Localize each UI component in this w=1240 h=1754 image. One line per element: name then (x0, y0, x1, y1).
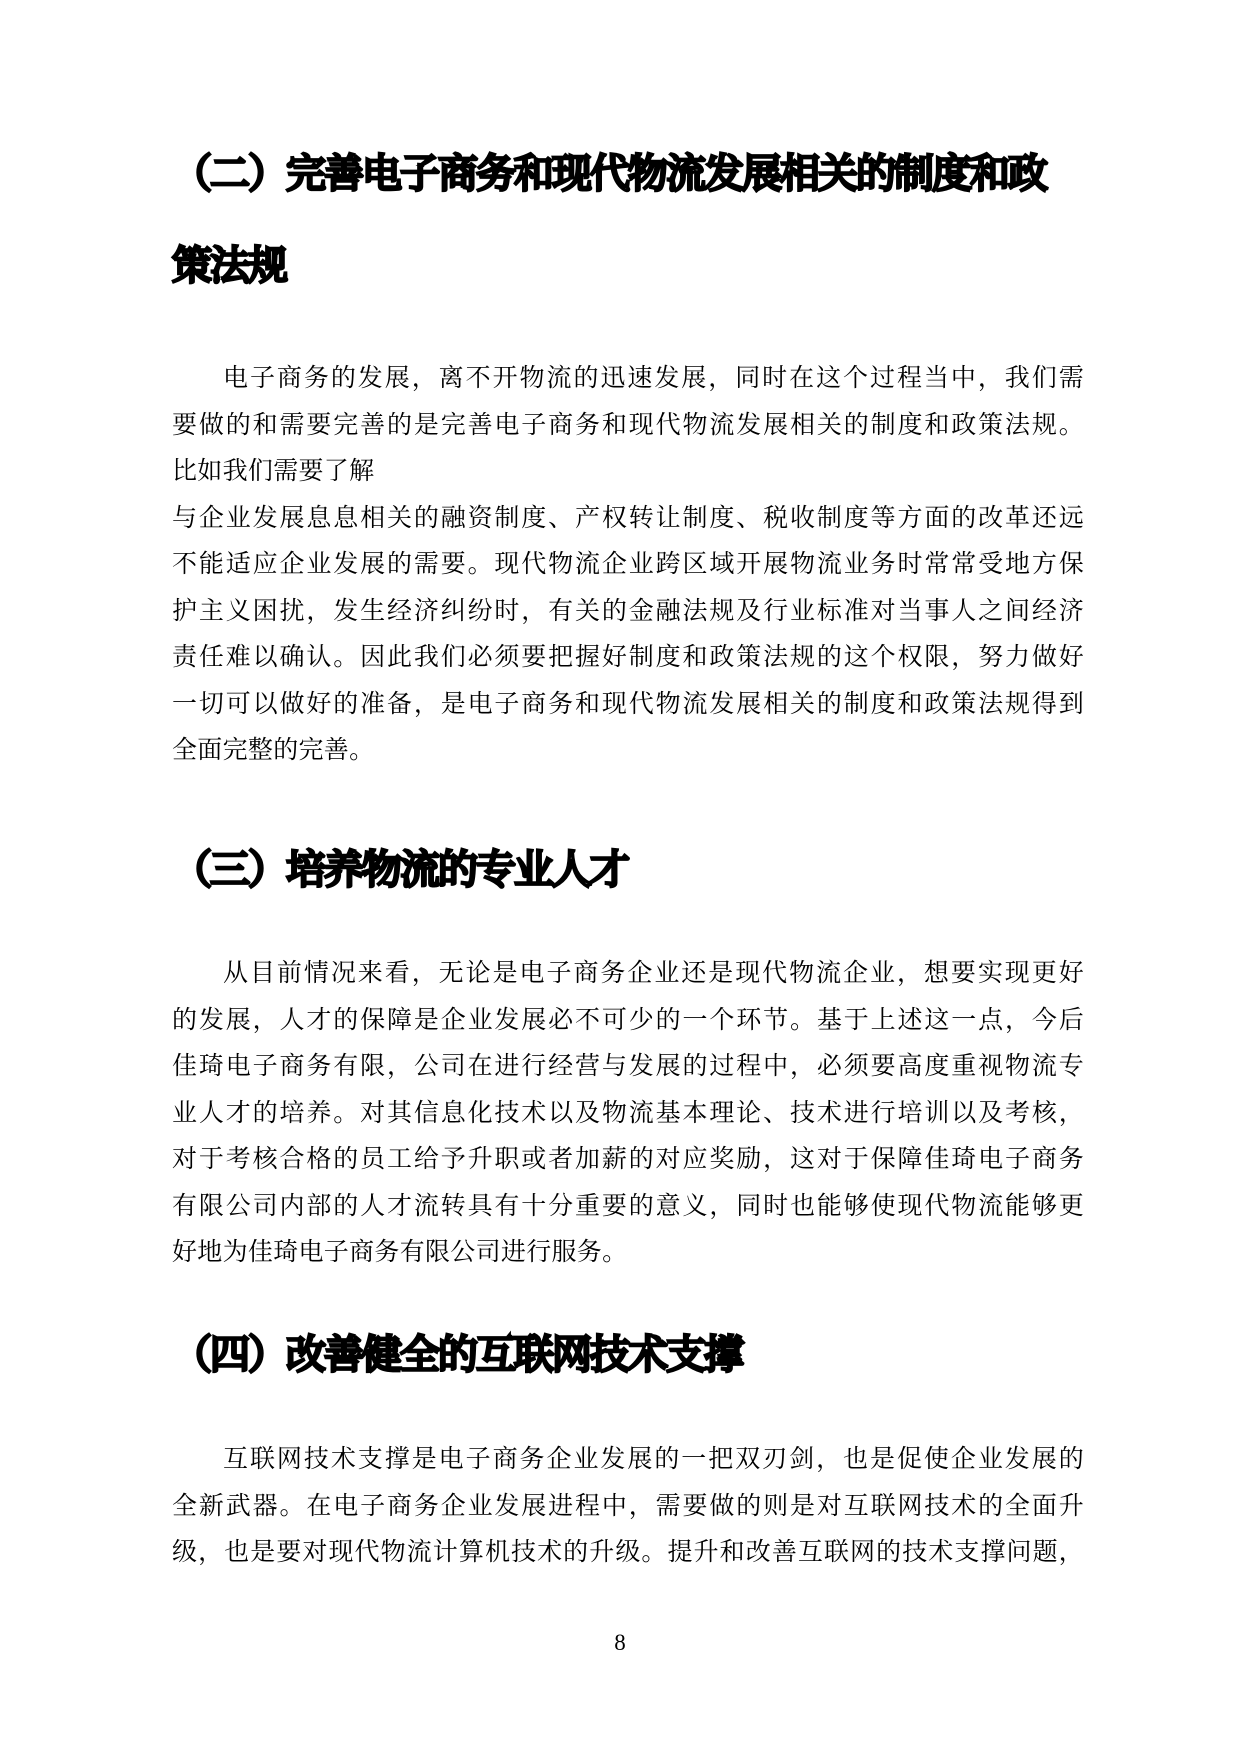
paragraph-line: 有限公司内部的人才流转具有十分重要的意义，同时也能够使现代物流能够更 (172, 1192, 1084, 1220)
paragraph-line: 要做的和需要完善的是完善电子商务和现代物流发展相关的制度和政策法规。 (172, 411, 1084, 439)
page-number: 8 (614, 1630, 626, 1655)
paragraph-line: 一切可以做好的准备，是电子商务和现代物流发展相关的制度和政策法规得到 (172, 690, 1084, 718)
paragraph-line: 的发展，人才的保障是企业发展必不可少的一个环节。基于上述这一点，今后 (172, 1006, 1084, 1034)
paragraph-line: 护主义困扰，发生经济纠纷时，有关的金融法规及行业标准对当事人之间经济 (172, 597, 1084, 625)
heading-section-2 (172, 128, 1084, 312)
paragraph-line: 比如我们需要了解 (172, 458, 375, 485)
paragraph-line: 全面完整的完善。 (172, 737, 375, 764)
heading-section-3-line-1: （三）培养物流的专业人才 (172, 848, 628, 892)
paragraph-line: 对于考核合格的员工给予升职或者加薪的对应奖励，这对于保障佳琦电子商务 (172, 1146, 1084, 1173)
paragraph-line: 互联网技术支撑是电子商务企业发展的一把双刃剑，也是促使企业发展的 (223, 1446, 1084, 1473)
paragraph-line: 不能适应企业发展的需要。现代物流企业跨区域开展物流业务时常常受地方保 (172, 551, 1084, 578)
paragraph-line: 级，也是要对现代物流计算机技术的升级。提升和改善互联网的技术支撑问题， (172, 1539, 1084, 1566)
paragraph-line: 业人才的培养。对其信息化技术以及物流基本理论、技术进行培训以及考核， (172, 1099, 1084, 1127)
paragraph-section-3 (172, 951, 1084, 1277)
paragraph-line: 全新武器。在电子商务企业发展进程中，需要做的则是对互联网技术的全面升 (172, 1492, 1084, 1520)
heading-section-4-line-1: （四）改善健全的互联网技术支撑 (172, 1333, 742, 1377)
heading-section-4 (172, 1325, 1084, 1385)
heading-section-2-line-1: （二）完善电子商务和现代物流发展相关的制度和政 (172, 152, 1046, 196)
paragraph-line: 从目前情况来看，无论是电子商务企业还是现代物流企业，想要实现更好 (223, 960, 1084, 987)
heading-section-2-line-2: 策法规 (172, 244, 286, 288)
paragraph-line: 与企业发展息息相关的融资制度、产权转让制度、税收制度等方面的改革还远 (172, 504, 1084, 532)
paragraph-line: 电子商务的发展，离不开物流的迅速发展，同时在这个过程当中，我们需 (223, 365, 1084, 392)
paragraph-line: 佳琦电子商务有限，公司在进行经营与发展的过程中，必须要高度重视物流专 (172, 1053, 1084, 1080)
paragraph-section-2 (172, 356, 1084, 775)
heading-section-3 (172, 840, 1084, 900)
paragraph-line: 好地为佳琦电子商务有限公司进行服务。 (172, 1239, 628, 1266)
paragraph-section-4 (172, 1437, 1084, 1577)
paragraph-line: 责任难以确认。因此我们必须要把握好制度和政策法规的这个权限，努力做好 (172, 644, 1084, 671)
